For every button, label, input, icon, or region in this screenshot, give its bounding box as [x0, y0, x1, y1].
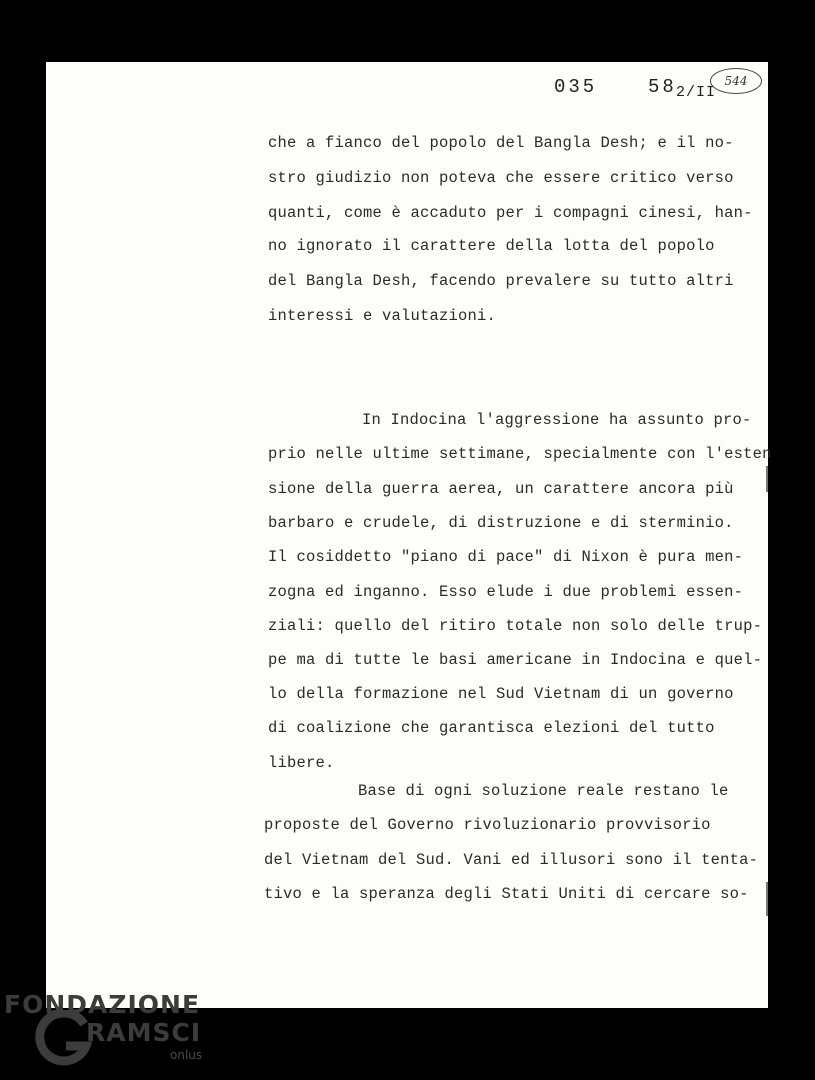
- text-line: prio nelle ultime settimane, specialmente con l'esten: [268, 445, 772, 463]
- document-page: [46, 62, 772, 1008]
- margin-mark: [766, 882, 768, 916]
- text-line: quanti, come è accaduto per i compagni cinesi, han-: [268, 204, 753, 222]
- text-line: stro giudizio non poteva che essere critico verso: [268, 169, 734, 187]
- text-line: sione della guerra aerea, un carattere ancora più: [268, 480, 734, 498]
- text-line: pe ma di tutte le basi americane in Indocina e quel-: [268, 651, 763, 669]
- text-line: Base di ogni soluzione reale restano le: [358, 782, 729, 800]
- text-line: ziali: quello del ritiro totale non solo delle trup-: [268, 617, 763, 635]
- text-line: tivo e la speranza degli Stati Uniti di cercare so-: [264, 885, 749, 903]
- watermark-line-2: RAMSCI: [86, 1018, 202, 1047]
- text-line: proposte del Governo rivoluzionario provvisorio: [264, 816, 711, 834]
- text-line: che a fianco del popolo del Bangla Desh; e il no-: [268, 134, 734, 152]
- text-line: In Indocina l'aggressione ha assunto pro-: [362, 411, 752, 429]
- text-line: no ignorato il carattere della lotta del popolo: [268, 237, 715, 255]
- text-line: del Bangla Desh, facendo prevalere su tutto altri: [268, 272, 734, 290]
- fondazione-gramsci-watermark: [4, 986, 209, 1076]
- text-line: Il cosiddetto "piano di pace" di Nixon è pura men-: [268, 548, 744, 566]
- folio-number: 58: [648, 76, 677, 98]
- text-line: di coalizione che garantisca elezioni del tutto: [268, 719, 715, 737]
- folio-suffix: 2/II: [676, 84, 717, 101]
- text-line: del Vietnam del Sud. Vani ed illusori sono il tenta-: [264, 851, 759, 869]
- gramsci-g-logo-icon: [34, 1010, 92, 1068]
- text-line: interessi e valutazioni.: [268, 307, 497, 325]
- margin-mark: [766, 466, 768, 492]
- watermark-line-1: FONDAZIONE: [4, 990, 201, 1019]
- text-line: lo della formazione nel Sud Vietnam di un governo: [268, 685, 734, 703]
- text-line: barbaro e crudele, di distruzione e di sterminio.: [268, 514, 734, 532]
- text-line: zogna ed inganno. Esso elude i due problemi essen-: [268, 583, 744, 601]
- page-number: 035: [554, 76, 598, 98]
- text-line: libere.: [268, 754, 335, 772]
- watermark-line-3: onlus: [170, 1048, 203, 1062]
- handwritten-archive-number: 544: [710, 68, 762, 94]
